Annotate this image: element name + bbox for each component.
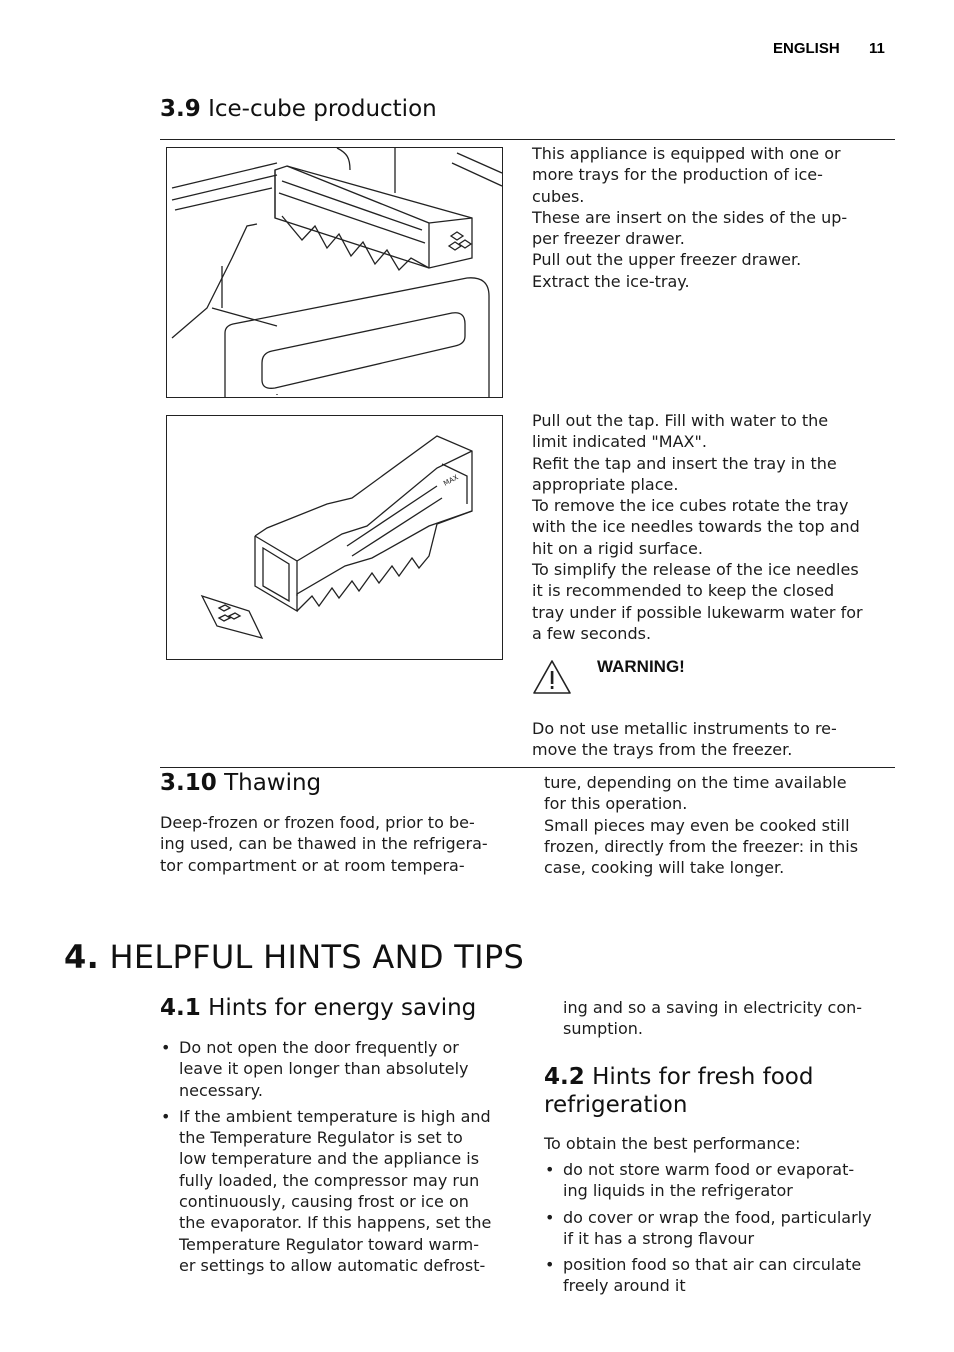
section-title-line-2: refrigeration — [544, 1092, 688, 1118]
text-line: fully loaded, the compressor may run — [179, 1170, 480, 1190]
section-number: 3.9 — [160, 96, 201, 122]
section-number: 4.2 — [544, 1064, 585, 1090]
section-4-1-heading — [160, 995, 476, 1021]
text-line: low temperature and the appliance is — [179, 1149, 480, 1169]
section-rule — [160, 767, 895, 768]
text-line: the evaporator. If this happens, set the — [179, 1213, 492, 1233]
text-line: Refit the tap and insert the tray in the — [532, 453, 837, 473]
freezer-ice-tray-illustration — [167, 148, 502, 397]
text-line: Pull out the tap. Fill with water to the — [532, 411, 829, 430]
text-line: Small pieces may even be cooked still — [544, 815, 850, 835]
section-3-9-paragraph-1 — [532, 143, 892, 292]
text-line: ing used, can be thawed in the refrigera- — [160, 834, 488, 854]
text-line: with the ice needles towards the top and — [532, 517, 860, 537]
text-line: move the trays from the freezer. — [532, 740, 793, 760]
section-title: Thawing — [224, 770, 322, 796]
text-line: ing and so a saving in electricity con- — [563, 998, 863, 1017]
text-line: hit on a rigid surface. — [532, 538, 703, 558]
text-line: per freezer drawer. — [532, 229, 685, 249]
text-line: • position food so that air can circulate — [563, 1255, 862, 1275]
list-item — [160, 1106, 530, 1276]
text-line: • Do not open the door frequently or — [179, 1038, 459, 1057]
text-line: • do cover or wrap the food, particularly — [563, 1207, 872, 1227]
warning-icon — [532, 659, 572, 695]
page-number: 11 — [869, 40, 885, 57]
text-line: sumption. — [563, 1019, 643, 1039]
text-line: the Temperature Regulator is set to — [179, 1128, 463, 1148]
text-line: more trays for the production of ice- — [532, 165, 823, 185]
section-3-10-right-text — [544, 772, 904, 878]
section-3-10-left-text — [160, 812, 520, 876]
warning-label: WARNING! — [597, 657, 685, 676]
text-line: er settings to allow automatic defrost- — [179, 1255, 486, 1275]
text-line: Pull out the upper freezer drawer. — [532, 250, 802, 270]
text-line: it is recommended to keep the closed — [532, 581, 835, 601]
section-rule — [160, 139, 895, 140]
text-line: cubes. — [532, 186, 585, 206]
text-line: necessary. — [179, 1080, 263, 1100]
section-3-9-heading — [160, 96, 437, 122]
text-line: Temperature Regulator toward warm- — [179, 1234, 479, 1254]
text-line: • If the ambient temperature is high and — [179, 1106, 491, 1126]
text-line: case, cooking will take longer. — [544, 858, 785, 878]
text-line: tray under if possible lukewarm water for — [532, 602, 863, 622]
chapter-title: HELPFUL HINTS AND TIPS — [109, 938, 525, 976]
text-line: ture, depending on the time available — [544, 773, 847, 792]
list-item — [544, 1159, 914, 1202]
max-label: MAX — [442, 473, 460, 488]
section-4-2-bullets — [544, 1159, 914, 1302]
section-title: Ice-cube production — [208, 96, 437, 122]
section-4-2-heading — [544, 1063, 813, 1119]
text-line: for this operation. — [544, 794, 688, 814]
text-line: ing liquids in the refrigerator — [563, 1181, 793, 1201]
section-4-1-continuation — [563, 997, 923, 1040]
figure-freezer-ice-tray — [166, 147, 503, 398]
text-line: Do not use metallic instruments to re- — [532, 719, 837, 738]
text-line: These are insert on the sides of the up- — [532, 207, 848, 227]
text-line: Deep-frozen or frozen food, prior to be- — [160, 813, 475, 832]
text-line: limit indicated "MAX". — [532, 432, 707, 452]
text-line: freely around it — [563, 1276, 686, 1296]
chapter-4-heading — [64, 938, 524, 976]
text-line: • do not store warm food or evaporat- — [563, 1160, 855, 1179]
section-title: Hints for fresh food — [592, 1064, 814, 1090]
text-line: a few seconds. — [532, 623, 652, 643]
section-4-1-bullets — [160, 1037, 530, 1281]
warning-text — [532, 718, 892, 761]
list-item — [160, 1037, 530, 1101]
text-line: frozen, directly from the freezer: in this — [544, 836, 859, 856]
text-line: To simplify the release of the ice needles — [532, 560, 859, 580]
list-item — [544, 1254, 914, 1297]
chapter-number: 4. — [64, 938, 100, 976]
text-line: Extract the ice-tray. — [532, 271, 690, 291]
ice-tray-illustration — [167, 416, 502, 659]
text-line: appropriate place. — [532, 474, 679, 494]
section-number: 4.1 — [160, 995, 201, 1021]
text-line: To remove the ice cubes rotate the tray — [532, 496, 849, 516]
section-title: Hints for energy saving — [208, 995, 477, 1021]
section-3-10-heading — [160, 770, 321, 796]
header-language: ENGLISH — [773, 40, 840, 57]
section-4-2-intro: To obtain the best performance: — [544, 1134, 801, 1153]
text-line: continuously, causing frost or ice on — [179, 1192, 469, 1212]
figure-ice-tray-max — [166, 415, 503, 660]
list-item — [544, 1207, 914, 1250]
text-line: leave it open longer than absolutely — [179, 1059, 469, 1079]
text-line: tor compartment or at room tempera- — [160, 855, 465, 875]
section-number: 3.10 — [160, 770, 217, 796]
text-line: This appliance is equipped with one or — [532, 144, 841, 163]
section-3-9-paragraph-2 — [532, 410, 892, 644]
text-line: if it has a strong flavour — [563, 1228, 755, 1248]
